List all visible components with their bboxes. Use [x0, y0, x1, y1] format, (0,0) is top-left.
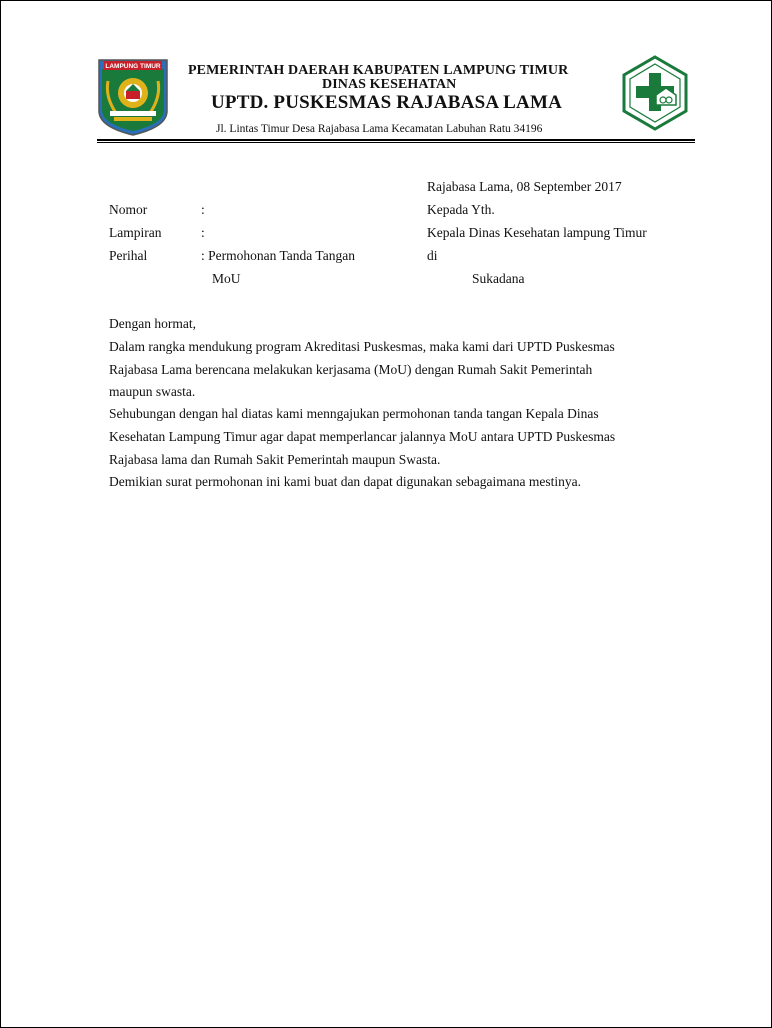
perihal-label: Perihal: [109, 248, 148, 263]
perihal-value-continued: MoU: [212, 271, 241, 286]
body-line: Rajabasa Lama berencana melakukan kerjasama (MoU) dengan Rumah Sakit Pemerintah: [109, 362, 593, 377]
recipient-location: Sukadana: [472, 271, 525, 286]
header-department-line: DINAS KESEHATAN: [322, 77, 457, 92]
perihal-value: : Permohonan Tanda Tangan: [201, 248, 355, 263]
crest-banner-text: LAMPUNG TIMUR: [105, 63, 161, 70]
body-line: maupun swasta.: [109, 384, 196, 399]
salutation: Dengan hormat,: [109, 316, 196, 331]
body-line: Sehubungan dengan hal diatas kami menngajukan permohonan tanda tangan Kepala Dinas: [109, 406, 599, 421]
recipient-di: di: [427, 248, 438, 263]
recipient-greeting: Kepada Yth.: [427, 202, 495, 217]
lampiran-colon: :: [201, 225, 205, 240]
puskesmas-cross-icon: [622, 55, 688, 131]
regency-crest-icon: [96, 57, 170, 137]
header-rule-thick: [97, 139, 695, 141]
header-address: Jl. Lintas Timur Desa Rajabasa Lama Kecamatan Labuhan Ratu 34196: [216, 123, 543, 135]
header-institution-title: UPTD. PUSKESMAS RAJABASA LAMA: [211, 92, 563, 113]
place-date: Rajabasa Lama, 08 September 2017: [427, 179, 622, 194]
body-line: Rajabasa lama dan Rumah Sakit Pemerintah maupun Swasta.: [109, 452, 441, 467]
recipient-name: Kepala Dinas Kesehatan lampung Timur: [427, 225, 647, 240]
lampiran-label: Lampiran: [109, 225, 162, 240]
body-line: Demikian surat permohonan ini kami buat dan dapat digunakan sebagaimana mestinya.: [109, 474, 581, 489]
header-rule-thin: [97, 142, 695, 143]
body-line: Kesehatan Lampung Timur agar dapat memperlancar jalannya MoU antara UPTD Puskesmas: [109, 429, 616, 444]
header-government-line: PEMERINTAH DAERAH KABUPATEN LAMPUNG TIMUR: [188, 63, 569, 78]
body-line: Dalam rangka mendukung program Akreditasi Puskesmas, maka kami dari UPTD Puskesmas: [109, 339, 615, 354]
nomor-label: Nomor: [109, 202, 148, 217]
nomor-colon: :: [201, 202, 205, 217]
